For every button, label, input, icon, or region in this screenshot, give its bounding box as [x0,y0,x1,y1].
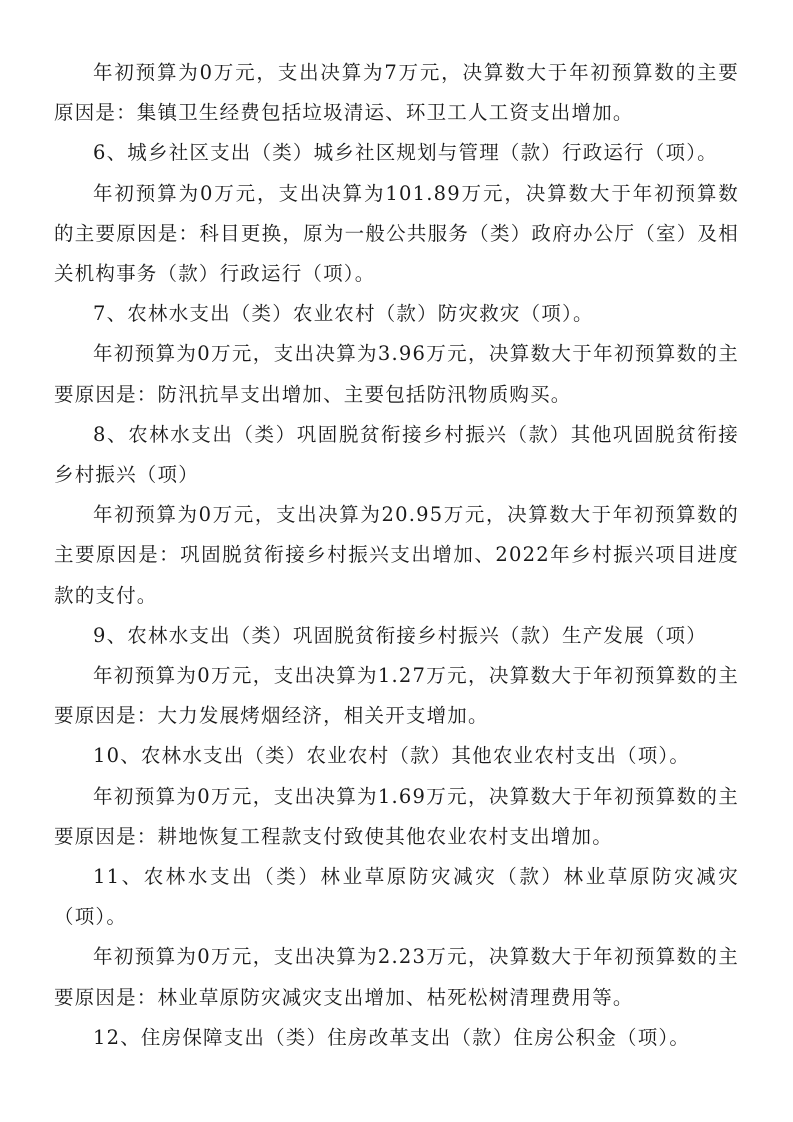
section-heading-12: 12、住房保障支出（类）住房改革支出（款）住房公积金（项）。 [93,1025,691,1049]
paragraph-budget-explanation: 年初预算为0万元，支出决算为20.95万元，决算数大于年初预算数的主要原因是：巩固脱贫衔接乡村振兴支出增加、2022年乡村振兴项目进度款的支付。 [54,503,739,607]
paragraph-budget-explanation: 年初预算为0万元，支出决算为2.23万元，决算数大于年初预算数的主要原因是：林业草原防灾减灾支出增加、枯死松树清理费用等。 [54,945,739,1009]
section-heading-6: 6、城乡社区支出（类）城乡社区规划与管理（款）行政运行（项）。 [93,141,718,165]
paragraph-budget-explanation: 年初预算为0万元，支出决算为101.89万元，决算数大于年初预算数的主要原因是：科目更换，原为一般公共服务（类）政府办公厅（室）及相关机构事务（款）行政运行（项）。 [54,181,739,286]
section-heading-7: 7、农林水支出（类）农业农村（款）防灾救灾（项）。 [93,302,594,326]
section-heading-9: 9、农林水支出（类）巩固脱贫衔接乡村振兴（款）生产发展（项） [93,623,707,647]
paragraph-budget-explanation: 年初预算为0万元，支出决算为1.69万元，决算数大于年初预算数的主要原因是：耕地恢复工程款支付致使其他农业农村支出增加。 [54,784,739,848]
paragraph-budget-explanation: 年初预算为0万元，支出决算为1.27万元，决算数大于年初预算数的主要原因是：大力发展烤烟经济，相关开支增加。 [54,664,739,728]
section-heading-11: 11、农林水支出（类）林业草原防灾减灾（款）林业草原防灾减灾（项）。 [54,865,739,929]
section-heading-10: 10、农林水支出（类）农业农村（款）其他农业农村支出（项）。 [93,744,691,768]
paragraph-budget-explanation: 年初预算为0万元，支出决算为3.96万元，决算数大于年初预算数的主要原因是：防汛抗旱支出增加、主要包括防汛物质购买。 [54,342,739,406]
section-heading-8: 8、农林水支出（类）巩固脱贫衔接乡村振兴（款）其他巩固脱贫衔接乡村振兴（项） [54,422,739,487]
paragraph-budget-explanation: 年初预算为0万元，支出决算为7万元，决算数大于年初预算数的主要原因是：集镇卫生经费包括垃圾清运、环卫工人工资支出增加。 [54,61,739,125]
